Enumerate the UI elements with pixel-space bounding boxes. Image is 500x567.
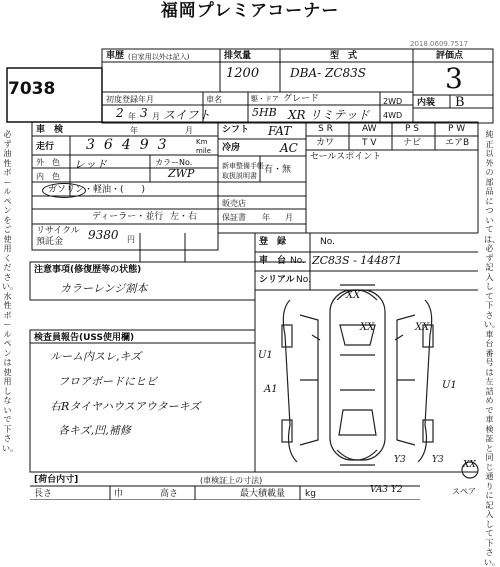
label-warranty: 保証書: [222, 213, 246, 222]
mark-7: Y3: [394, 455, 406, 465]
label-chassis-no: No.: [290, 256, 305, 266]
label-spare: スペア: [452, 487, 476, 496]
label-first-reg-month: 月: [152, 112, 160, 121]
mark-6: U1: [442, 380, 457, 391]
label-sales-point: セールスポイント: [310, 152, 382, 162]
label-shift: シフト: [222, 125, 250, 135]
label-serial-no: No.: [296, 275, 311, 285]
label-km: Km: [196, 138, 208, 146]
value-rating: 3: [445, 62, 463, 95]
label-4wd: 4WD: [383, 111, 403, 120]
left-side-note: 必ず油性ボールペンをご使用ください。水性ボールペンは使用しないで下さい。: [2, 130, 18, 453]
label-inspection-history: 販売店: [222, 199, 246, 208]
label-model: 型 式: [330, 51, 358, 61]
label-inspection: 車 検: [36, 125, 64, 135]
value-interior-grade: B: [455, 95, 465, 110]
label-first-reg-year: 年: [128, 112, 136, 121]
value-color-no: ZWP: [168, 167, 195, 180]
label-mile: mile: [196, 147, 212, 155]
value-body-type: 5HB: [252, 106, 277, 119]
option-navi: ナビ: [403, 138, 422, 148]
label-first-reg: 初度登録年月: [106, 95, 154, 104]
label-exterior-color: 外 色: [36, 158, 60, 167]
label-height: 高さ: [160, 489, 179, 499]
label-kg: kg: [305, 489, 316, 499]
label-drive-door: 駆・ドア: [251, 95, 279, 103]
inspector-line-4: 各キズ,凹,補修: [58, 424, 131, 437]
label-displacement: 排気量: [224, 51, 252, 61]
label-ac: 冷房: [222, 143, 241, 153]
value-ac: AC: [280, 141, 298, 155]
inspector-line-1: ルーム内スレ,キズ: [50, 350, 142, 363]
option-tv: T V: [362, 138, 377, 148]
value-model-code: DBA- ZC83S: [290, 66, 366, 80]
label-reg-no: No.: [320, 237, 335, 247]
page-title: 福岡プレミアコーナー: [160, 1, 340, 21]
cargo-header: [荷台内寸]: [34, 475, 79, 485]
label-month: 月: [185, 126, 193, 135]
label-year-2: 年: [262, 213, 270, 222]
value-first-reg-year: 2: [116, 106, 124, 120]
mark-9: VA3 Y2: [370, 485, 403, 495]
inspector-line-2: フロアボードにヒビ: [58, 375, 157, 388]
option-sr: S R: [318, 124, 333, 134]
label-month-2: 月: [285, 213, 293, 222]
label-fuel: ガソリン・軽油・( ): [48, 185, 146, 195]
inspector-line-3: 右Rタイヤハウスアウターキズ: [50, 400, 201, 413]
label-deposit: 預託金: [36, 237, 64, 247]
label-spare-key: 新車整備手帳: [222, 162, 264, 170]
notes-header: 注意事項(修復歴等の状態): [34, 265, 142, 275]
label-vehicle-history: 車歴: [106, 51, 125, 61]
label-history-note: (自家用以外は記入): [128, 53, 190, 61]
mark-2: XX: [360, 322, 375, 333]
inspector-header: 検査員報告(USS使用欄): [34, 333, 135, 343]
value-first-reg-month: 3: [140, 106, 148, 120]
label-yen: 円: [127, 235, 135, 244]
label-chassis: 車 台: [259, 256, 287, 266]
option-pw: P W: [448, 124, 466, 134]
value-recycle-fee: 9380: [88, 228, 119, 242]
label-yes-no: 有・無: [264, 165, 292, 175]
option-kawa: カワ: [316, 138, 335, 148]
label-2wd: 2WD: [383, 97, 403, 106]
label-dealer: ディーラー・並行: [92, 212, 164, 222]
label-grade: グレード: [283, 94, 320, 104]
mark-3: XX: [415, 322, 430, 333]
label-car-name: 車名: [206, 95, 222, 104]
label-serial: シリアル: [259, 275, 295, 285]
label-color-no: カラーNo.: [155, 158, 193, 167]
option-airbag: エアB: [445, 138, 470, 148]
mark-4: U1: [258, 350, 273, 361]
label-width: 巾: [114, 489, 124, 499]
mark-1: XX: [346, 290, 361, 301]
mark-8: Y3: [432, 455, 444, 465]
option-aw: AW: [362, 124, 377, 134]
label-mileage: 走行: [36, 142, 55, 152]
label-handle: 左・右: [170, 212, 198, 222]
mark-10: XX: [463, 460, 476, 470]
lot-number: 7038: [8, 79, 56, 99]
value-grade: XR リミテッド: [288, 108, 370, 122]
value-car-name: スイフト: [163, 108, 211, 122]
right-side-note: 純正以外の部品については、必ず記入して下さい。車台番号は左詰めで車検証と同じ通りに記入して下さい。: [484, 130, 500, 567]
label-max-load: 最大積載量: [240, 489, 286, 499]
value-mileage: 36493: [86, 137, 176, 153]
label-rating: 評価点: [436, 51, 464, 61]
value-chassis-no: ZC83S - 144871: [312, 254, 403, 267]
mark-5: A1: [264, 384, 278, 395]
inspection-note: (車検証上の寸法): [200, 476, 263, 485]
fuel-selection-circle: [42, 183, 86, 198]
value-exterior-color: レッド: [74, 158, 107, 171]
value-notes: カラーレンジ割本: [60, 282, 148, 295]
label-year: 年: [130, 126, 138, 135]
value-shift: FAT: [268, 124, 292, 138]
label-reg: 登 録: [259, 237, 287, 247]
label-interior-color: 内 色: [36, 172, 60, 181]
option-ps: P S: [405, 124, 420, 134]
label-interior: 内装: [417, 98, 436, 108]
label-recycle: リサイクル: [36, 226, 80, 236]
value-displacement: 1200: [226, 66, 260, 81]
label-length: 長さ: [34, 489, 53, 499]
serial-corner: 2018.0609.7517: [410, 40, 468, 48]
label-spare-key2: 取扱説明書: [222, 172, 257, 180]
